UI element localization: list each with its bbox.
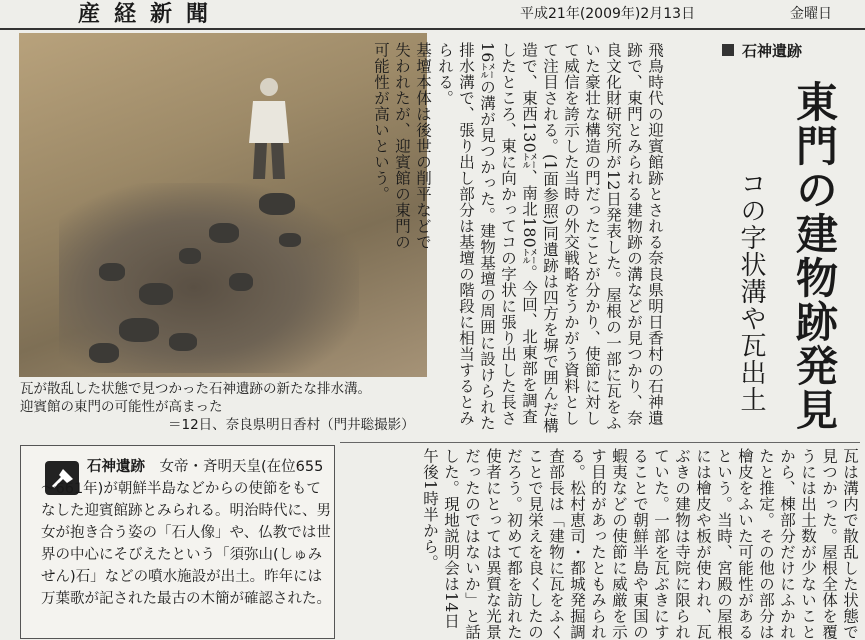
- caption-line-2: 迎賓館の東門の可能性が高まった: [20, 399, 223, 415]
- newspaper-name: 産経新聞: [78, 1, 223, 27]
- glossary-definition: 女帝・斉明天皇(在位655～661年)が朝鮮半島などからの使節をもてなした迎賓館跡とみられる。明治時代に、男女が抱き合う姿の「石人像」や、仏教では世界の中心にそびえたという「須弥山(しゅみせん)石」などの噴水施設が出土。昨年には万葉歌が記された最古の木簡が確認された。: [41, 459, 331, 607]
- article-headline: 東門の建物跡発見: [790, 80, 839, 432]
- article-subhead: コの字状溝や瓦出土: [736, 170, 766, 413]
- article-body-upper-left: 基壇本体は後世の削平などで失われたが、迎賓館の東門の可能性が高いという。: [372, 42, 432, 250]
- article-kicker: 石神遺跡: [742, 42, 803, 60]
- photo-caption: [20, 380, 428, 434]
- caption-line-3: ＝12日、奈良県明日香村（門井聡撮影）: [168, 417, 415, 433]
- article-body-upper: 飛鳥時代の迎賓館跡とされる奈良県明日香村の石神遺跡で、東門とみられる建物跡の溝などが見つかり、奈良文化財研究所が12日発表した。屋根の一部に瓦をふいた豪壮な構造の門だったことが分かり、使節に対して威信を誇示した当時の外交戦略をうかがう資料として注目される。(1面参照)同遺跡は四方を塀で囲んだ構造で、東西130㍍、南北180㍍。今回、北東部を調査したところ、東に向かってコの字状に張り出した長さ16㍍の溝が見つかった。建物基壇の周囲に設けられた排水溝で、張り出し部分は基壇の階段に相当するとみられる。: [436, 42, 664, 434]
- weekday: 金曜日: [790, 6, 832, 22]
- masthead: [0, 0, 865, 30]
- glossary-text: [41, 456, 331, 610]
- glossary-box: [20, 445, 335, 639]
- article-body-lower: 瓦は溝内で散乱した状態で見つかった。屋根全体を覆うには出土数が少ないことから、棟部分だけにふかれたと推定。その他の部分は檜皮をふいた可能性があるという。当時、宮殿の屋根には檜皮や板が使われ、瓦ぶきの建物は寺院に限られていた。一部を瓦ぶきにすることで朝鮮半島や東国の蝦夷などの使節に威厳を示す目的があったともみられる。松村恵司・都城発掘調査部長は「建物に瓦をふくことで見栄えを良くしたのだろう。初めて都を訪れた使者にとっては異質な光景だったのではないか」と話した。現地説明会は14日午後1時半から。: [421, 448, 859, 640]
- section-divider: [340, 442, 860, 443]
- worker-figure: [239, 73, 299, 183]
- caption-line-1: 瓦が散乱した状態で見つかった石神遺跡の新たな排水溝。: [20, 381, 371, 397]
- glossary-term: 石神遺跡: [87, 459, 145, 475]
- dateline: 平成21年(2009年)2月13日: [520, 6, 696, 22]
- kicker-square-icon: [722, 44, 734, 56]
